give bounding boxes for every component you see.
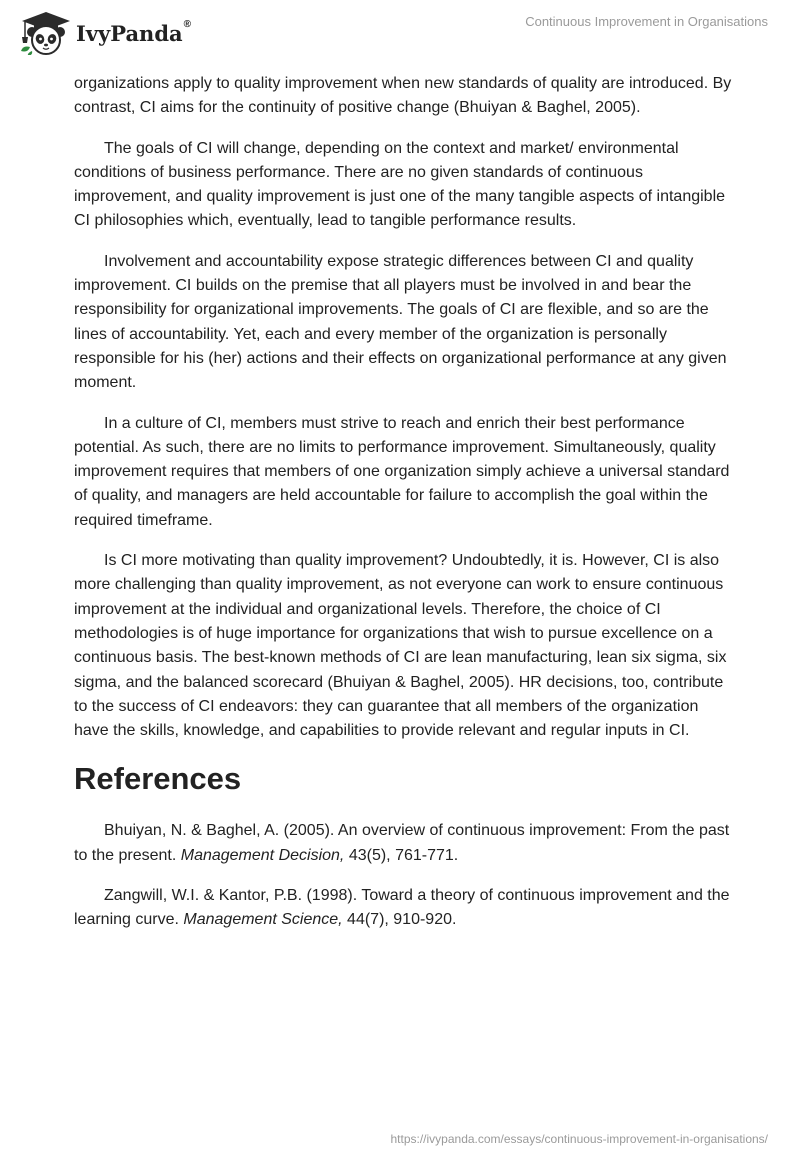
document-title: Continuous Improvement in Organisations [525,14,768,29]
body-paragraph: The goals of CI will change, depending on the context and market/ environmental conditions of business performance. There are no given standards of continuous improvement, and quality improvement is just one of the many tangible aspects of intangible CI philosophies which, eventually, lead to tangible performance results. [74,139,726,230]
reference-journal: Management Decision, [180,846,345,864]
reference-text: Zangwill, W.I. & Kantor, P.B. (1998). Toward a theory of continuous improvement and the learning curve. [74,887,730,929]
page-header [0,0,800,64]
reference-details: 43(5), 761-771. [344,846,459,864]
logo-wordmark: IvyPanda® [76,18,191,46]
source-url-link[interactable]: https://ivypanda.com/essays/continuous-improvement-in-organisations/ [390,1132,768,1146]
registered-mark: ® [183,18,191,30]
ivypanda-logo[interactable] [16,9,191,55]
reference-text: Bhuiyan, N. & Baghel, A. (2005). An overview of continuous improvement: From the past to the present. [74,822,730,864]
body-paragraph: Is CI more motivating than quality improvement? Undoubtedly, it is. However, CI is also more challenging than quality improvement, as not everyone can work to ensure continuous improvement at the individual and organizational levels. Therefore, the choice of CI methodologies is of huge importance for organizations that wish to pursue excellence on a continuous basis. The best-known methods of CI are lean manufacturing, lean six sigma, six sigma, and the balanced scorecard (Bhuiyan & Baghel, 2005). HR decisions, too, contribute to the success of CI endeavors: they can guarantee that all members of the organization have the skills, knowledge, and capabilities to provide relevant and regular inputs in CI. [74,552,727,740]
reference-item [74,884,734,933]
reference-details: 44(7), 910-920. [342,911,457,929]
reference-item [74,819,734,868]
references-heading: References [74,761,242,797]
panda-graduate-icon [16,9,72,55]
body-paragraph: In a culture of CI, members must strive to reach and enrich their best performance potential. As such, there are no limits to performance improvement. Simultaneously, quality improvement requires that members of one organization simply achieve a universal standard of quality, and managers are held accountable for failure to accomplish the goal within the required timeframe. [74,414,730,529]
reference-journal: Management Science, [183,911,343,929]
essay-content [74,72,734,949]
body-paragraph: organizations apply to quality improvement when new standards of quality are introduced. By contrast, CI aims for the continuity of positive change (Bhuiyan & Baghel, 2005). [74,75,732,117]
body-paragraph: Involvement and accountability expose strategic differences between CI and quality improvement. CI builds on the premise that all players must be involved in and bear the responsibility for organizational improvements. The goals of CI are flexible, and so are the lines of accountability. Yet, each and every member of the organization is personally responsible for his (her) actions and their effects on organizational performance at any given moment. [74,252,727,392]
